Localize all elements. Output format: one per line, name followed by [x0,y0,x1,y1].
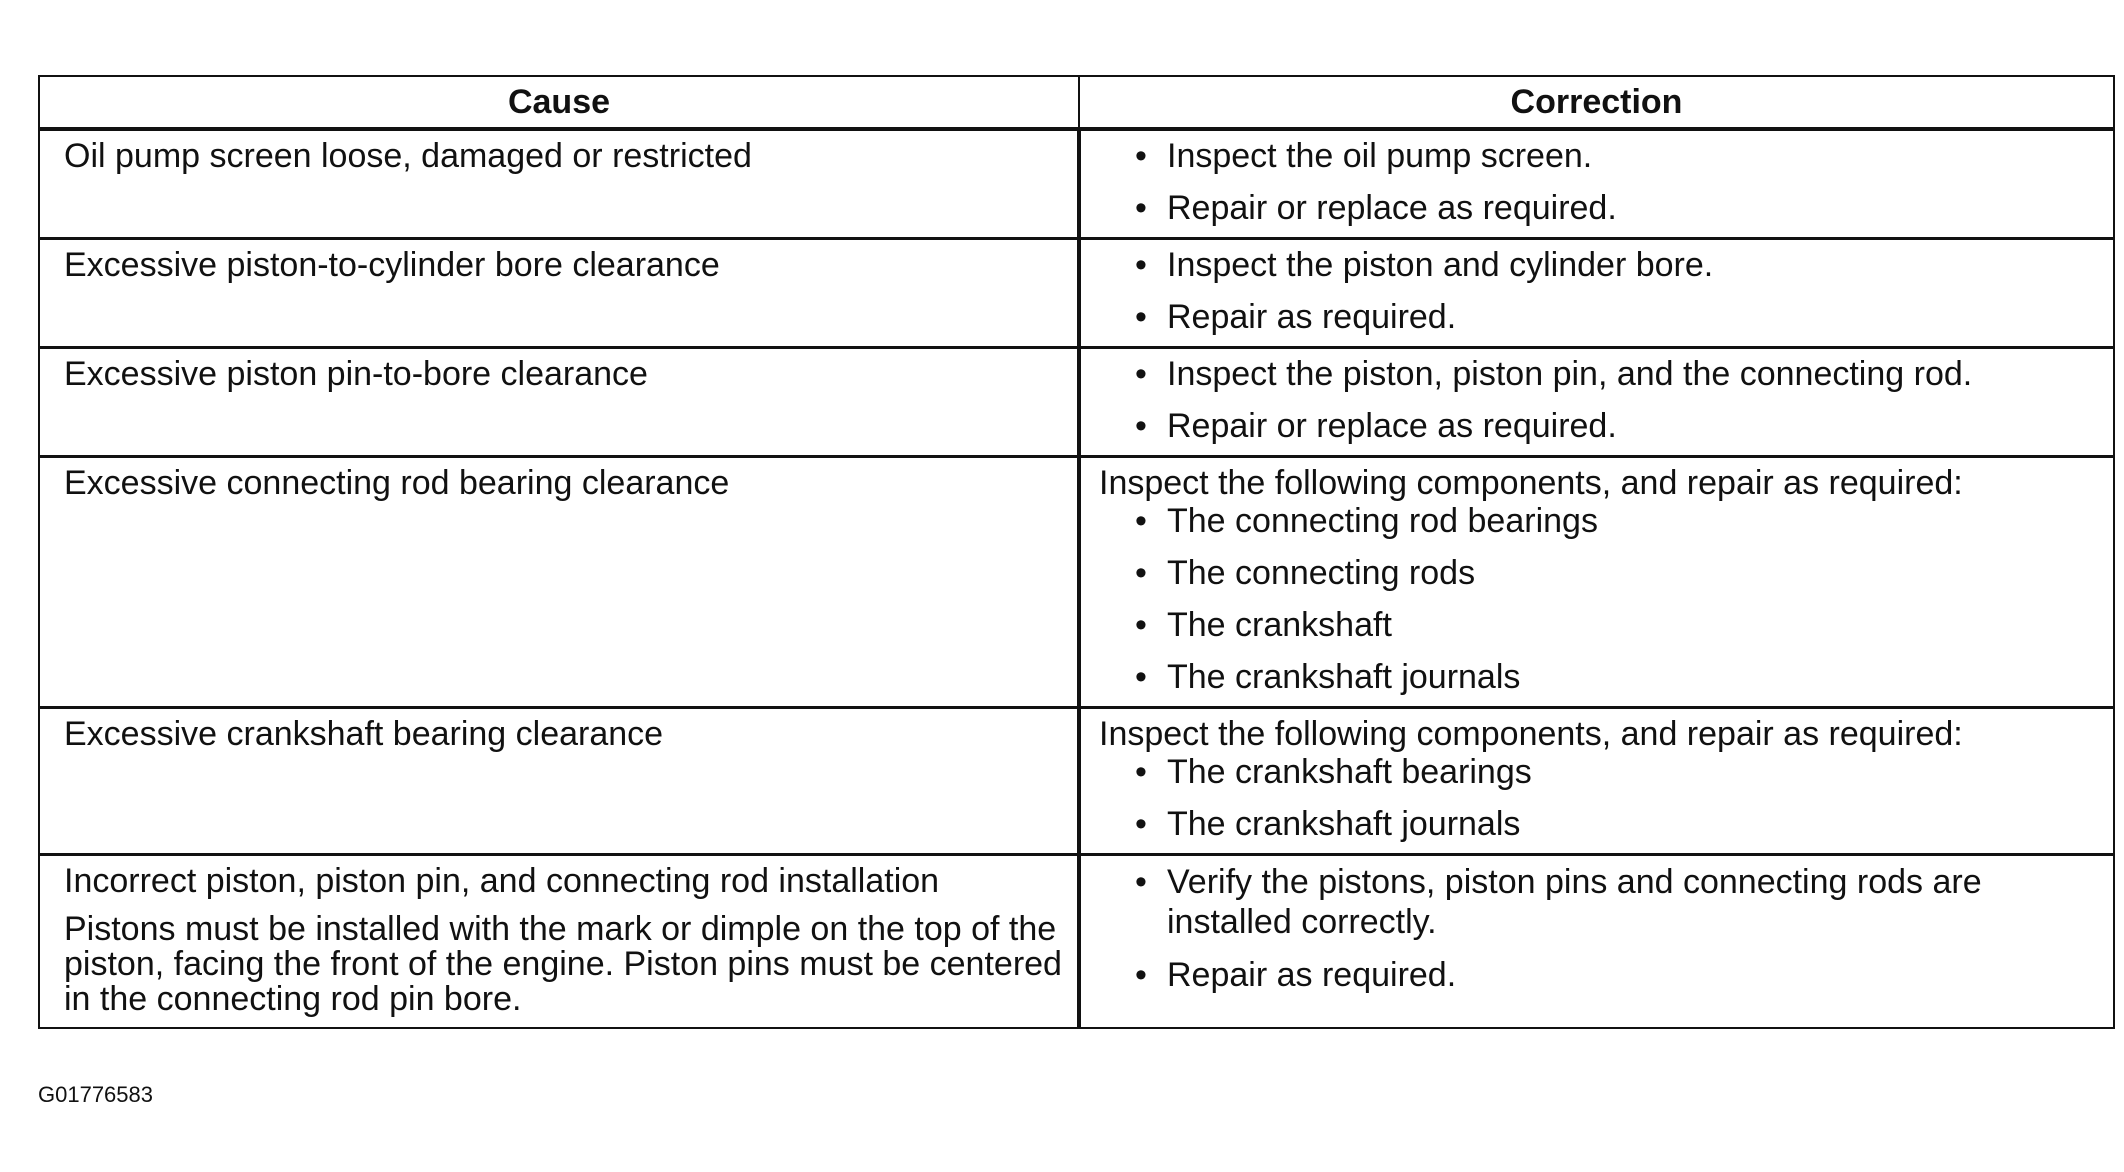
list-item [1135,502,2099,540]
correction-list [1099,246,2099,336]
bullet-icon: • [1135,502,1147,540]
correction-cell [1079,348,2114,457]
correction-intro: Inspect the following components, and repair as required: [1099,464,1963,502]
correction-list [1099,862,2099,994]
list-item [1135,355,2099,393]
list-item [1135,298,2099,336]
correction-item: The connecting rods [1167,554,1476,592]
cause-text: Excessive crankshaft bearing clearance [64,715,664,753]
list-item [1135,189,2099,227]
table-row [39,457,2114,708]
correction-item: Repair as required. [1167,298,1457,336]
bullet-icon: • [1135,863,1147,901]
list-item [1135,137,2099,175]
cause-text: Oil pump screen loose, damaged or restricted [64,137,752,175]
bullet-icon: • [1135,956,1147,994]
table-row [39,855,2114,1029]
list-item [1135,407,2099,445]
cause-text: Excessive piston pin-to-bore clearance [64,355,648,393]
correction-list [1099,355,2099,445]
correction-item: The crankshaft bearings [1167,753,1532,791]
diagnosis-table [38,75,2115,1029]
table-row [39,708,2114,855]
list-item [1135,753,2099,791]
correction-cell [1079,457,2114,708]
correction-item: Inspect the piston, piston pin, and the connecting rod. [1167,355,1973,393]
correction-cell [1079,855,2114,1029]
bullet-icon: • [1135,753,1147,791]
bullet-icon: • [1135,554,1147,592]
bullet-icon: • [1135,298,1147,336]
correction-intro: Inspect the following components, and repair as required: [1099,715,1963,753]
correction-list [1099,137,2099,227]
list-item [1135,606,2099,644]
correction-cell [1079,239,2114,348]
bullet-icon: • [1135,805,1147,843]
list-item [1135,658,2099,696]
cause-cell [39,129,1079,239]
correction-list [1099,753,2099,843]
cause-text: Incorrect piston, piston pin, and connecting rod installation [64,862,940,900]
bullet-icon: • [1135,407,1147,445]
correction-cell [1079,708,2114,855]
correction-item: Inspect the oil pump screen. [1167,137,1593,175]
bullet-icon: • [1135,606,1147,644]
bullet-icon: • [1135,246,1147,284]
list-item [1135,554,2099,592]
cause-cell [39,239,1079,348]
correction-item: The crankshaft journals [1167,805,1521,843]
correction-item: Repair or replace as required. [1167,189,1617,227]
list-item [1135,956,2099,994]
correction-cell [1079,129,2114,239]
cause-cell [39,348,1079,457]
cause-text: Excessive connecting rod bearing clearance [64,464,730,502]
cause-cell [39,855,1079,1029]
cause-header: Cause [39,76,1079,129]
bullet-icon: • [1135,189,1147,227]
bullet-icon: • [1135,355,1147,393]
list-item [1135,246,2099,284]
cause-note: Pistons must be installed with the mark or dimple on the top of the piston, facing the front of the engine. Piston pins must be centered in the connecting rod pin bore. [64,910,1062,1018]
table-row [39,239,2114,348]
correction-list [1099,502,2099,696]
cause-text: Excessive piston-to-cylinder bore clearance [64,246,720,284]
correction-item: The crankshaft journals [1167,658,1521,696]
bullet-icon: • [1135,137,1147,175]
correction-item: Repair as required. [1167,956,1457,994]
table-row [39,129,2114,239]
correction-item: The connecting rod bearings [1167,502,1598,540]
table-row [39,348,2114,457]
cause-cell [39,708,1079,855]
correction-item: Repair or replace as required. [1167,407,1617,445]
list-item [1135,862,2099,942]
correction-item: The crankshaft [1167,606,1392,644]
correction-item: Inspect the piston and cylinder bore. [1167,246,1714,284]
cause-cell [39,457,1079,708]
bullet-icon: • [1135,658,1147,696]
figure-id: G01776583 [38,1082,153,1107]
list-item [1135,805,2099,843]
header-row [39,76,2114,129]
correction-header: Correction [1079,76,2114,129]
correction-item: Verify the pistons, piston pins and connecting rods are installed correctly. [1167,863,1982,941]
